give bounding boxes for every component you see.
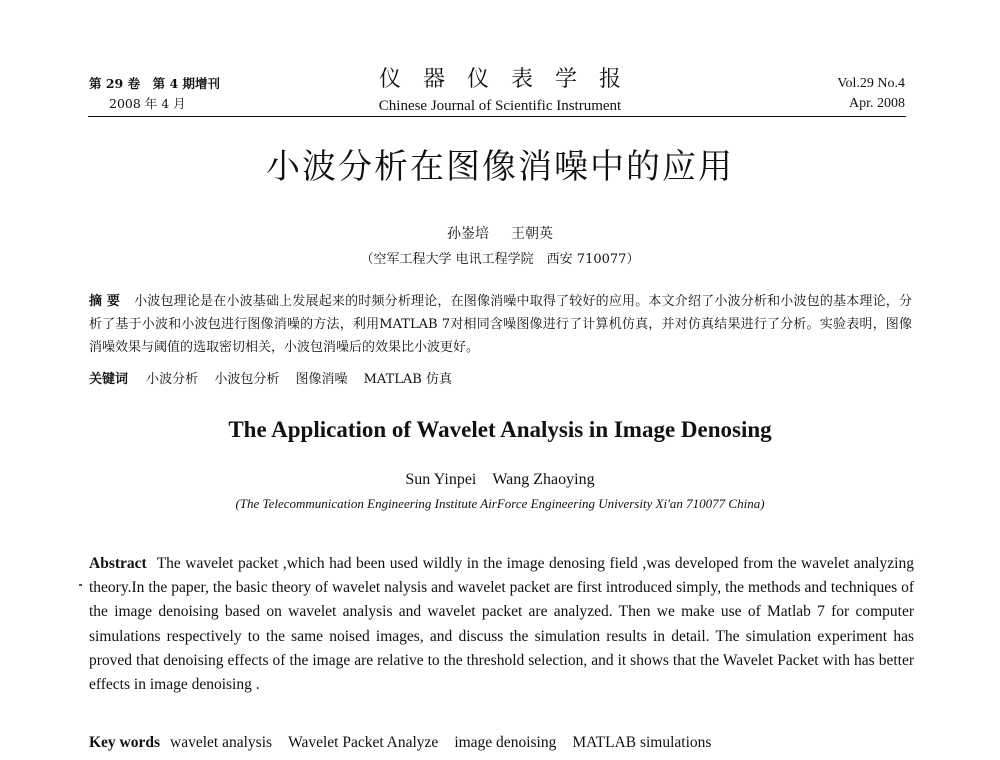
abstract-en: [89, 552, 914, 697]
keywords-cn: [89, 369, 458, 391]
abstract-text-cn: 小波包理论是在小波基础上发展起来的时频分析理论，在图像消噪中取得了较好的应用。本文介绍了小波分析和小波包的基本理论，分析了基于小波和小波包进行图像消噪的方法，利用MATLAB 7对相同含噪图像进行了计算机仿真，并对仿真结果进行了分析。实验表明，图像消噪效果与阈值的选取密切相关，小波包消噪后的效果比小波更好。: [89, 294, 912, 355]
keyword-en: wavelet analysis: [170, 734, 273, 751]
abstract-text-en: The wavelet packet ,which had been used wildly in the image denosing field ,was developed from the wavelet analyzing theory.In the paper, the basic theory of wavelet nalysis and wavelet packet are first introduced simply, the methods and techniques of the image denoising based on wavelet analysis and wavelet packet are analyzed. Then we make use of Matlab 7 for computer simulations respectively to the same noised images, and discuss the simulation results in detail. The simulation experiment has proved that denoising effects of the image are relative to the threshold selection, and it shows that the Wavelet Packet with has better effects in image denoising .: [89, 555, 914, 694]
keyword-cn: MATLAB 仿真: [363, 372, 452, 387]
abstract-label-cn: 摘 要: [89, 294, 121, 309]
header-center: [330, 66, 670, 116]
keyword-en: MATLAB simulations: [572, 734, 712, 751]
volume-issue: 第 29 卷 第 4 期增刊: [89, 76, 221, 91]
journal-name-en: Chinese Journal of Scientific Instrument: [378, 98, 622, 114]
keywords-en: [89, 732, 727, 754]
keyword-cn: 图像消噪: [295, 372, 348, 387]
affiliation-cn: （空军工程大学 电讯工程学院 西安 710077）: [360, 252, 640, 267]
keyword-cn: 小波分析: [146, 372, 199, 387]
volume-en: Vol.29 No.4: [837, 76, 905, 91]
date-en: Apr. 2008: [849, 96, 905, 111]
authors-cn: [0, 224, 1000, 244]
abstract-cn: [89, 290, 912, 359]
header-rule: [88, 116, 906, 117]
title-en: The Application of Wavelet Analysis in Image Denosing: [228, 417, 772, 442]
keywords-label-en: Key words: [89, 734, 161, 751]
journal-name-cn: 仪器仪表学报: [378, 67, 643, 92]
abstract-label-en: Abstract: [89, 555, 147, 572]
author-en: Wang Zhaoying: [492, 471, 595, 488]
header-left: [89, 74, 220, 114]
keyword-cn: 小波包分析: [214, 372, 280, 387]
margin-mark: [79, 584, 82, 586]
authors-en: [0, 470, 1000, 490]
title-cn: 小波分析在图像消噪中的应用: [266, 147, 734, 187]
date-cn: 2008 年 4 月: [109, 96, 186, 111]
keyword-en: Wavelet Packet Analyze: [288, 734, 439, 751]
keyword-en: image denoising: [454, 734, 557, 751]
affiliation-en: (The Telecommunication Engineering Institute AirForce Engineering University Xi'an 710077 China): [235, 496, 765, 511]
author-cn: 孙崟培: [447, 226, 489, 242]
keywords-label-cn: 关键词: [89, 372, 129, 387]
header-right: [837, 74, 905, 114]
author-cn: 王朝英: [511, 226, 553, 242]
author-en: Sun Yinpei: [405, 471, 477, 488]
